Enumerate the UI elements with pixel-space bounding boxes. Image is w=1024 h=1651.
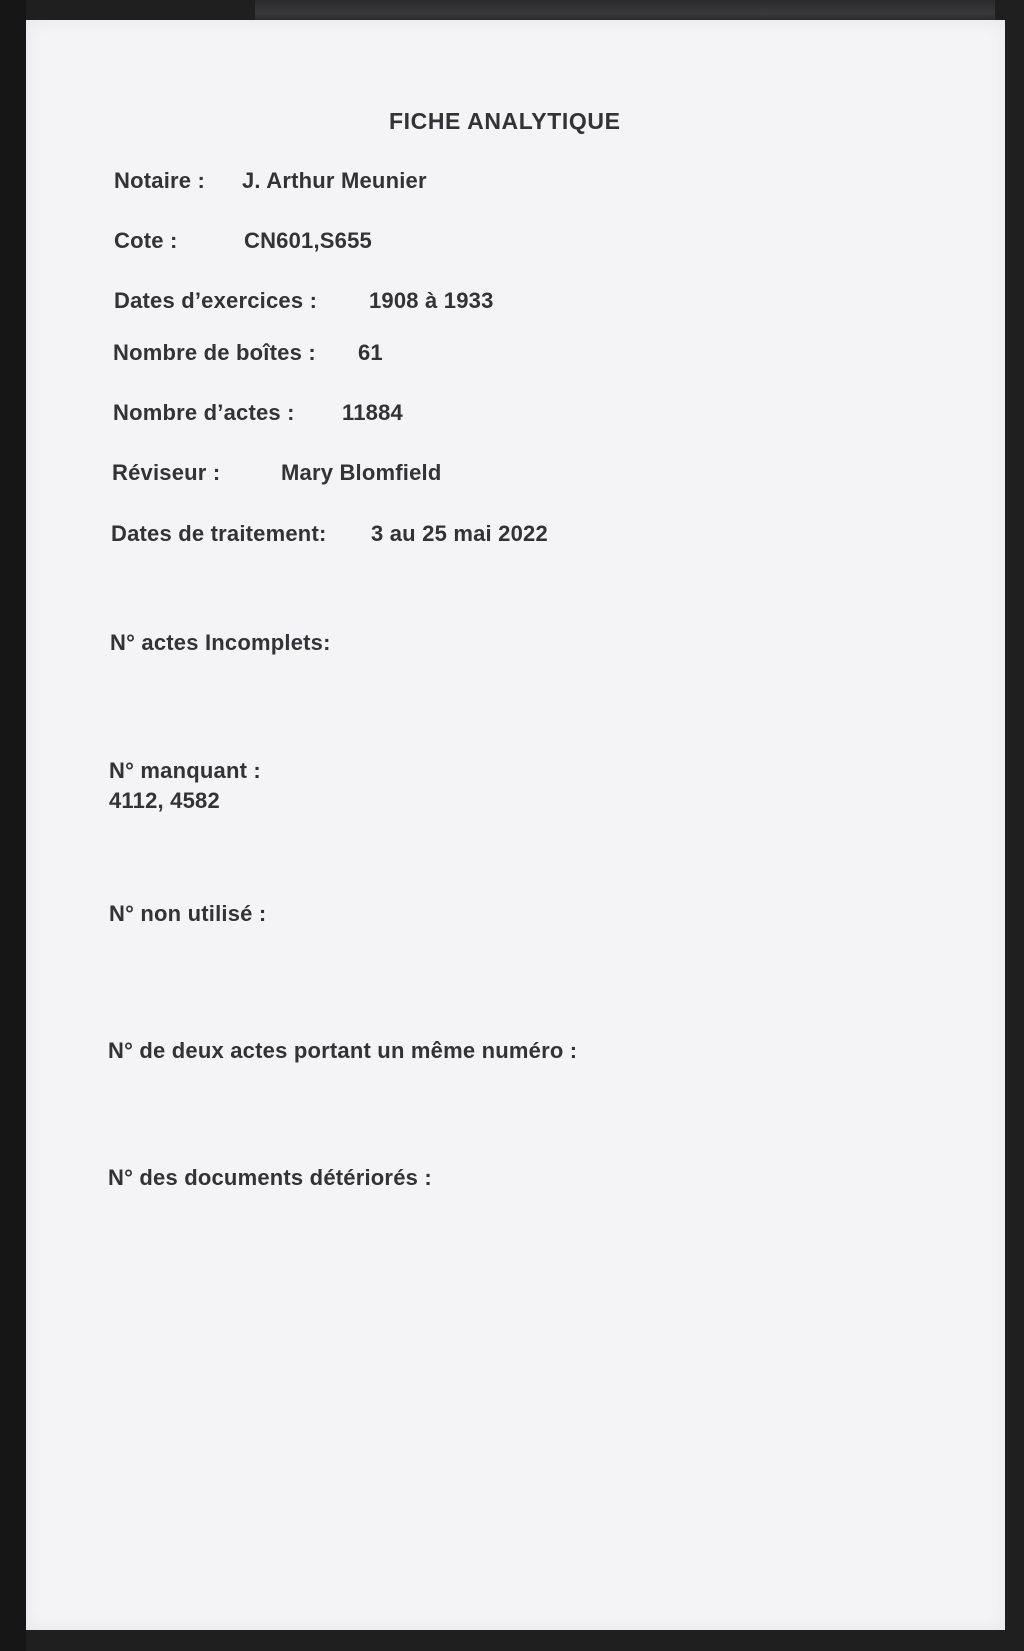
page-title: FICHE ANALYTIQUE — [389, 108, 621, 134]
dates-exercices-label: Dates d’exercices : — [114, 288, 318, 313]
manquant-value: 4112, 4582 — [109, 788, 220, 813]
cote-label: Cote : — [114, 228, 178, 253]
nombre-actes-value: 11884 — [342, 400, 403, 425]
deteriores-label: N° des documents détériorés : — [108, 1165, 432, 1190]
dates-traitement-label: Dates de traitement: — [111, 521, 327, 546]
document-page — [26, 20, 1005, 1630]
non-utilise-label: N° non utilisé : — [109, 901, 267, 926]
reviseur-label: Réviseur : — [112, 460, 221, 485]
nombre-boites-label: Nombre de boîtes : — [113, 340, 316, 365]
manquant-label: N° manquant : — [109, 758, 261, 783]
notaire-value: J. Arthur Meunier — [242, 168, 427, 193]
reviseur-value: Mary Blomfield — [281, 460, 442, 485]
nombre-boites-value: 61 — [358, 340, 383, 365]
deux-actes-label: N° de deux actes portant un même numéro : — [108, 1038, 578, 1063]
dates-exercices-value: 1908 à 1933 — [369, 288, 494, 313]
notaire-label: Notaire : — [114, 168, 206, 193]
actes-incomplets-label: N° actes Incomplets: — [110, 630, 331, 655]
scan-background-left — [0, 0, 26, 1651]
nombre-actes-label: Nombre d’actes : — [113, 400, 295, 425]
scan-background-top — [255, 0, 995, 22]
cote-value: CN601,S655 — [244, 228, 372, 253]
dates-traitement-value: 3 au 25 mai 2022 — [371, 521, 548, 546]
